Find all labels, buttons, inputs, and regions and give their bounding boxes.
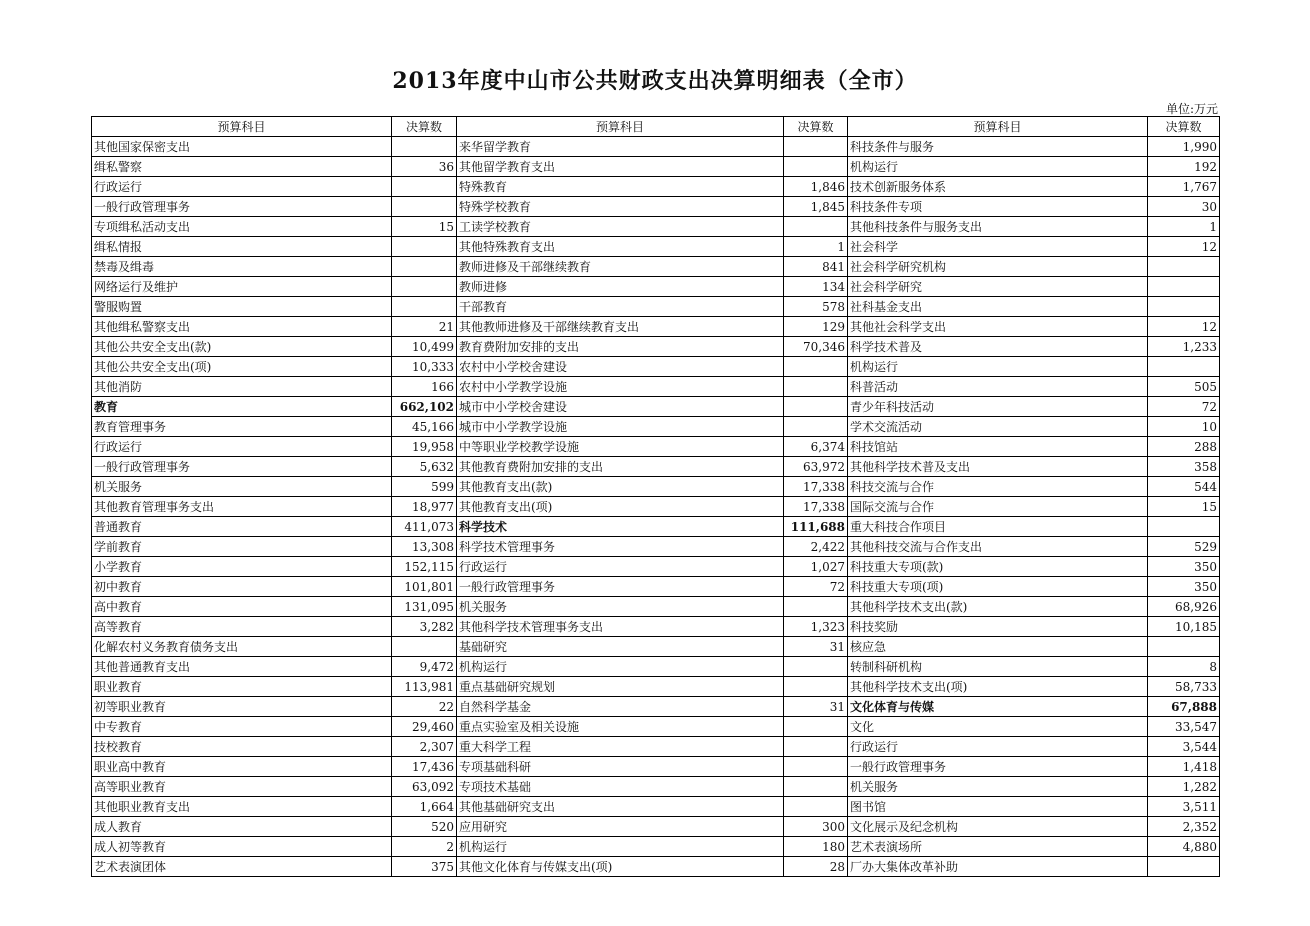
amount-cell <box>784 217 848 237</box>
item-name-cell: 国际交流与合作 <box>848 497 1148 517</box>
amount-cell: 599 <box>392 477 457 497</box>
amount-cell: 12 <box>1148 317 1220 337</box>
amount-cell <box>392 637 457 657</box>
amount-cell: 36 <box>392 157 457 177</box>
item-name-cell: 机关服务 <box>457 597 784 617</box>
amount-cell <box>784 597 848 617</box>
item-name-cell: 技校教育 <box>92 737 392 757</box>
item-name-cell: 教师进修 <box>457 277 784 297</box>
item-name-cell: 其他科学技术支出(款) <box>848 597 1148 617</box>
item-name-cell: 其他普通教育支出 <box>92 657 392 677</box>
amount-cell: 841 <box>784 257 848 277</box>
amount-cell: 70,346 <box>784 337 848 357</box>
amount-cell: 10,333 <box>392 357 457 377</box>
item-name-cell: 科技条件与服务 <box>848 137 1148 157</box>
amount-cell: 529 <box>1148 537 1220 557</box>
table-row <box>92 517 1220 537</box>
amount-cell: 6,374 <box>784 437 848 457</box>
item-name-cell: 成人初等教育 <box>92 837 392 857</box>
item-name-cell: 机构运行 <box>848 357 1148 377</box>
col-header-amount-3: 决算数 <box>1148 117 1220 137</box>
amount-cell <box>1148 277 1220 297</box>
amount-cell: 17,338 <box>784 477 848 497</box>
table-row <box>92 697 1220 717</box>
amount-cell: 113,981 <box>392 677 457 697</box>
amount-cell <box>392 137 457 157</box>
item-name-cell: 干部教育 <box>457 297 784 317</box>
amount-cell: 288 <box>1148 437 1220 457</box>
amount-cell: 67,888 <box>1148 697 1220 717</box>
item-name-cell: 职业高中教育 <box>92 757 392 777</box>
amount-cell: 192 <box>1148 157 1220 177</box>
table-row <box>92 797 1220 817</box>
item-name-cell: 教育管理事务 <box>92 417 392 437</box>
table-row <box>92 177 1220 197</box>
item-name-cell: 社会科学 <box>848 237 1148 257</box>
amount-cell: 19,958 <box>392 437 457 457</box>
item-name-cell: 机构运行 <box>848 157 1148 177</box>
item-name-cell: 科技交流与合作 <box>848 477 1148 497</box>
item-name-cell: 初中教育 <box>92 577 392 597</box>
amount-cell: 166 <box>392 377 457 397</box>
table-row <box>92 837 1220 857</box>
table-row <box>92 617 1220 637</box>
item-name-cell: 高等教育 <box>92 617 392 637</box>
table-body <box>92 137 1220 877</box>
item-name-cell: 城市中小学校舍建设 <box>457 397 784 417</box>
item-name-cell: 科学技术 <box>457 517 784 537</box>
amount-cell: 72 <box>1148 397 1220 417</box>
item-name-cell: 来华留学教育 <box>457 137 784 157</box>
item-name-cell: 化解农村义务教育债务支出 <box>92 637 392 657</box>
amount-cell: 18,977 <box>392 497 457 517</box>
item-name-cell: 重点实验室及相关设施 <box>457 717 784 737</box>
item-name-cell: 其他文化体育与传媒支出(项) <box>457 857 784 877</box>
item-name-cell: 自然科学基金 <box>457 697 784 717</box>
item-name-cell: 其他教育管理事务支出 <box>92 497 392 517</box>
item-name-cell: 学前教育 <box>92 537 392 557</box>
table-row <box>92 477 1220 497</box>
amount-cell: 1,282 <box>1148 777 1220 797</box>
item-name-cell: 其他教师进修及干部继续教育支出 <box>457 317 784 337</box>
table-row <box>92 557 1220 577</box>
item-name-cell: 重点基础研究规划 <box>457 677 784 697</box>
item-name-cell: 行政运行 <box>457 557 784 577</box>
item-name-cell: 图书馆 <box>848 797 1148 817</box>
amount-cell: 375 <box>392 857 457 877</box>
item-name-cell: 其他特殊教育支出 <box>457 237 784 257</box>
item-name-cell: 其他教育支出(款) <box>457 477 784 497</box>
page-title: 2013年度中山市公共财政支出决算明细表（全市） <box>392 68 918 94</box>
amount-cell: 17,338 <box>784 497 848 517</box>
amount-cell: 13,308 <box>392 537 457 557</box>
amount-cell: 15 <box>392 217 457 237</box>
col-header-amount-2: 决算数 <box>784 117 848 137</box>
item-name-cell: 其他国家保密支出 <box>92 137 392 157</box>
col-header-amount-1: 决算数 <box>392 117 457 137</box>
amount-cell: 72 <box>784 577 848 597</box>
item-name-cell: 教师进修及干部继续教育 <box>457 257 784 277</box>
item-name-cell: 一般行政管理事务 <box>92 457 392 477</box>
item-name-cell: 职业教育 <box>92 677 392 697</box>
amount-cell: 1 <box>784 237 848 257</box>
item-name-cell: 行政运行 <box>848 737 1148 757</box>
item-name-cell: 专项技术基础 <box>457 777 784 797</box>
item-name-cell: 社科基金支出 <box>848 297 1148 317</box>
item-name-cell: 其他科技交流与合作支出 <box>848 537 1148 557</box>
item-name-cell: 机构运行 <box>457 837 784 857</box>
item-name-cell: 其他科学技术管理事务支出 <box>457 617 784 637</box>
amount-cell: 15 <box>1148 497 1220 517</box>
item-name-cell: 转制科研机构 <box>848 657 1148 677</box>
item-name-cell: 其他缉私警察支出 <box>92 317 392 337</box>
amount-cell: 411,073 <box>392 517 457 537</box>
item-name-cell: 青少年科技活动 <box>848 397 1148 417</box>
amount-cell: 578 <box>784 297 848 317</box>
amount-cell: 45,166 <box>392 417 457 437</box>
item-name-cell: 教育 <box>92 397 392 417</box>
expenditure-table <box>91 116 1220 877</box>
item-name-cell: 缉私警察 <box>92 157 392 177</box>
item-name-cell: 文化展示及纪念机构 <box>848 817 1148 837</box>
amount-cell: 63,972 <box>784 457 848 477</box>
amount-cell <box>784 677 848 697</box>
item-name-cell: 农村中小学教学设施 <box>457 377 784 397</box>
item-name-cell: 高中教育 <box>92 597 392 617</box>
item-name-cell: 行政运行 <box>92 177 392 197</box>
table-row <box>92 497 1220 517</box>
amount-cell: 1,767 <box>1148 177 1220 197</box>
amount-cell: 134 <box>784 277 848 297</box>
item-name-cell: 科技条件专项 <box>848 197 1148 217</box>
amount-cell: 58,733 <box>1148 677 1220 697</box>
amount-cell <box>1148 257 1220 277</box>
amount-cell: 33,547 <box>1148 717 1220 737</box>
item-name-cell: 初等职业教育 <box>92 697 392 717</box>
amount-cell: 101,801 <box>392 577 457 597</box>
amount-cell: 31 <box>784 637 848 657</box>
table-row <box>92 157 1220 177</box>
item-name-cell: 中专教育 <box>92 717 392 737</box>
amount-cell <box>392 257 457 277</box>
table-row <box>92 857 1220 877</box>
amount-cell: 505 <box>1148 377 1220 397</box>
item-name-cell: 机构运行 <box>457 657 784 677</box>
table-row <box>92 637 1220 657</box>
item-name-cell: 警服购置 <box>92 297 392 317</box>
amount-cell: 10 <box>1148 417 1220 437</box>
item-name-cell: 机关服务 <box>92 477 392 497</box>
table-row <box>92 217 1220 237</box>
amount-cell: 2,352 <box>1148 817 1220 837</box>
item-name-cell: 文化体育与传媒 <box>848 697 1148 717</box>
item-name-cell: 其他公共安全支出(款) <box>92 337 392 357</box>
item-name-cell: 科学技术管理事务 <box>457 537 784 557</box>
table-row <box>92 537 1220 557</box>
amount-cell: 29,460 <box>392 717 457 737</box>
table-row <box>92 277 1220 297</box>
unit-label: 单位:万元 <box>1165 102 1218 116</box>
amount-cell: 30 <box>1148 197 1220 217</box>
amount-cell: 2 <box>392 837 457 857</box>
amount-cell <box>1148 357 1220 377</box>
col-header-item-2: 预算科目 <box>457 117 784 137</box>
table-row <box>92 717 1220 737</box>
table-row <box>92 137 1220 157</box>
item-name-cell: 其他留学教育支出 <box>457 157 784 177</box>
amount-cell <box>1148 517 1220 537</box>
item-name-cell: 小学教育 <box>92 557 392 577</box>
amount-cell <box>784 417 848 437</box>
amount-cell <box>784 357 848 377</box>
table-row <box>92 397 1220 417</box>
amount-cell <box>784 377 848 397</box>
table-row <box>92 197 1220 217</box>
amount-cell <box>784 777 848 797</box>
amount-cell: 3,511 <box>1148 797 1220 817</box>
item-name-cell: 应用研究 <box>457 817 784 837</box>
item-name-cell: 专项基础科研 <box>457 757 784 777</box>
amount-cell: 28 <box>784 857 848 877</box>
amount-cell: 358 <box>1148 457 1220 477</box>
item-name-cell: 艺术表演团体 <box>92 857 392 877</box>
item-name-cell: 社会科学研究机构 <box>848 257 1148 277</box>
table-row <box>92 297 1220 317</box>
amount-cell: 1,323 <box>784 617 848 637</box>
table-row <box>92 817 1220 837</box>
item-name-cell: 其他基础研究支出 <box>457 797 784 817</box>
table-row <box>92 437 1220 457</box>
item-name-cell: 其他科学技术支出(项) <box>848 677 1148 697</box>
table-row <box>92 317 1220 337</box>
amount-cell: 3,544 <box>1148 737 1220 757</box>
item-name-cell: 城市中小学教学设施 <box>457 417 784 437</box>
table-row <box>92 777 1220 797</box>
table-row <box>92 597 1220 617</box>
table-row <box>92 417 1220 437</box>
amount-cell: 4,880 <box>1148 837 1220 857</box>
item-name-cell: 禁毒及缉毒 <box>92 257 392 277</box>
item-name-cell: 其他消防 <box>92 377 392 397</box>
amount-cell: 68,926 <box>1148 597 1220 617</box>
item-name-cell: 艺术表演场所 <box>848 837 1148 857</box>
table-row <box>92 737 1220 757</box>
item-name-cell: 重大科技合作项目 <box>848 517 1148 537</box>
amount-cell: 3,282 <box>392 617 457 637</box>
amount-cell: 22 <box>392 697 457 717</box>
item-name-cell: 一般行政管理事务 <box>92 197 392 217</box>
header-row <box>92 117 1220 137</box>
table-row <box>92 757 1220 777</box>
table-row <box>92 377 1220 397</box>
amount-cell <box>784 137 848 157</box>
item-name-cell: 技术创新服务体系 <box>848 177 1148 197</box>
amount-cell: 1 <box>1148 217 1220 237</box>
item-name-cell: 教育费附加安排的支出 <box>457 337 784 357</box>
item-name-cell: 网络运行及维护 <box>92 277 392 297</box>
amount-cell: 10,499 <box>392 337 457 357</box>
amount-cell <box>392 277 457 297</box>
item-name-cell: 基础研究 <box>457 637 784 657</box>
col-header-item-1: 预算科目 <box>92 117 392 137</box>
item-name-cell: 成人教育 <box>92 817 392 837</box>
amount-cell <box>1148 297 1220 317</box>
item-name-cell: 文化 <box>848 717 1148 737</box>
item-name-cell: 科技馆站 <box>848 437 1148 457</box>
amount-cell: 1,233 <box>1148 337 1220 357</box>
amount-cell: 1,418 <box>1148 757 1220 777</box>
amount-cell: 8 <box>1148 657 1220 677</box>
item-name-cell: 行政运行 <box>92 437 392 457</box>
amount-cell <box>784 397 848 417</box>
table-row <box>92 677 1220 697</box>
amount-cell: 63,092 <box>392 777 457 797</box>
item-name-cell: 重大科学工程 <box>457 737 784 757</box>
amount-cell: 1,990 <box>1148 137 1220 157</box>
amount-cell: 5,632 <box>392 457 457 477</box>
item-name-cell: 科技奖励 <box>848 617 1148 637</box>
amount-cell: 520 <box>392 817 457 837</box>
item-name-cell: 社会科学研究 <box>848 277 1148 297</box>
table-row <box>92 457 1220 477</box>
amount-cell: 1,845 <box>784 197 848 217</box>
item-name-cell: 厂办大集体改革补助 <box>848 857 1148 877</box>
item-name-cell: 特殊教育 <box>457 177 784 197</box>
amount-cell <box>1148 857 1220 877</box>
amount-cell: 31 <box>784 697 848 717</box>
amount-cell: 12 <box>1148 237 1220 257</box>
amount-cell <box>784 757 848 777</box>
item-name-cell: 科技重大专项(项) <box>848 577 1148 597</box>
item-name-cell: 其他教育支出(项) <box>457 497 784 517</box>
item-name-cell: 学术交流活动 <box>848 417 1148 437</box>
item-name-cell: 其他社会科学支出 <box>848 317 1148 337</box>
item-name-cell: 一般行政管理事务 <box>848 757 1148 777</box>
item-name-cell: 其他科技条件与服务支出 <box>848 217 1148 237</box>
item-name-cell: 中等职业学校教学设施 <box>457 437 784 457</box>
table-row <box>92 337 1220 357</box>
table-row <box>92 577 1220 597</box>
item-name-cell: 科普活动 <box>848 377 1148 397</box>
item-name-cell: 特殊学校教育 <box>457 197 784 217</box>
amount-cell: 2,422 <box>784 537 848 557</box>
amount-cell: 1,664 <box>392 797 457 817</box>
item-name-cell: 其他科学技术普及支出 <box>848 457 1148 477</box>
item-name-cell: 普通教育 <box>92 517 392 537</box>
amount-cell <box>784 157 848 177</box>
amount-cell: 21 <box>392 317 457 337</box>
amount-cell: 662,102 <box>392 397 457 417</box>
amount-cell <box>1148 637 1220 657</box>
amount-cell: 2,307 <box>392 737 457 757</box>
amount-cell <box>784 737 848 757</box>
table-row <box>92 257 1220 277</box>
amount-cell: 300 <box>784 817 848 837</box>
item-name-cell: 农村中小学校舍建设 <box>457 357 784 377</box>
amount-cell: 129 <box>784 317 848 337</box>
item-name-cell: 一般行政管理事务 <box>457 577 784 597</box>
amount-cell: 10,185 <box>1148 617 1220 637</box>
item-name-cell: 其他职业教育支出 <box>92 797 392 817</box>
amount-cell: 350 <box>1148 557 1220 577</box>
amount-cell: 111,688 <box>784 517 848 537</box>
item-name-cell: 专项缉私活动支出 <box>92 217 392 237</box>
amount-cell: 9,472 <box>392 657 457 677</box>
amount-cell <box>392 297 457 317</box>
col-header-item-3: 预算科目 <box>848 117 1148 137</box>
amount-cell <box>392 237 457 257</box>
table-row <box>92 357 1220 377</box>
item-name-cell: 缉私情报 <box>92 237 392 257</box>
amount-cell: 152,115 <box>392 557 457 577</box>
item-name-cell: 科技重大专项(款) <box>848 557 1148 577</box>
amount-cell: 1,846 <box>784 177 848 197</box>
amount-cell <box>784 717 848 737</box>
amount-cell: 180 <box>784 837 848 857</box>
amount-cell: 131,095 <box>392 597 457 617</box>
table-row <box>92 657 1220 677</box>
item-name-cell: 其他教育费附加安排的支出 <box>457 457 784 477</box>
item-name-cell: 工读学校教育 <box>457 217 784 237</box>
amount-cell <box>784 797 848 817</box>
amount-cell: 544 <box>1148 477 1220 497</box>
amount-cell <box>784 657 848 677</box>
item-name-cell: 机关服务 <box>848 777 1148 797</box>
item-name-cell: 核应急 <box>848 637 1148 657</box>
item-name-cell: 其他公共安全支出(项) <box>92 357 392 377</box>
amount-cell: 17,436 <box>392 757 457 777</box>
item-name-cell: 科学技术普及 <box>848 337 1148 357</box>
amount-cell <box>392 197 457 217</box>
amount-cell: 1,027 <box>784 557 848 577</box>
item-name-cell: 高等职业教育 <box>92 777 392 797</box>
amount-cell <box>392 177 457 197</box>
amount-cell: 350 <box>1148 577 1220 597</box>
table-row <box>92 237 1220 257</box>
